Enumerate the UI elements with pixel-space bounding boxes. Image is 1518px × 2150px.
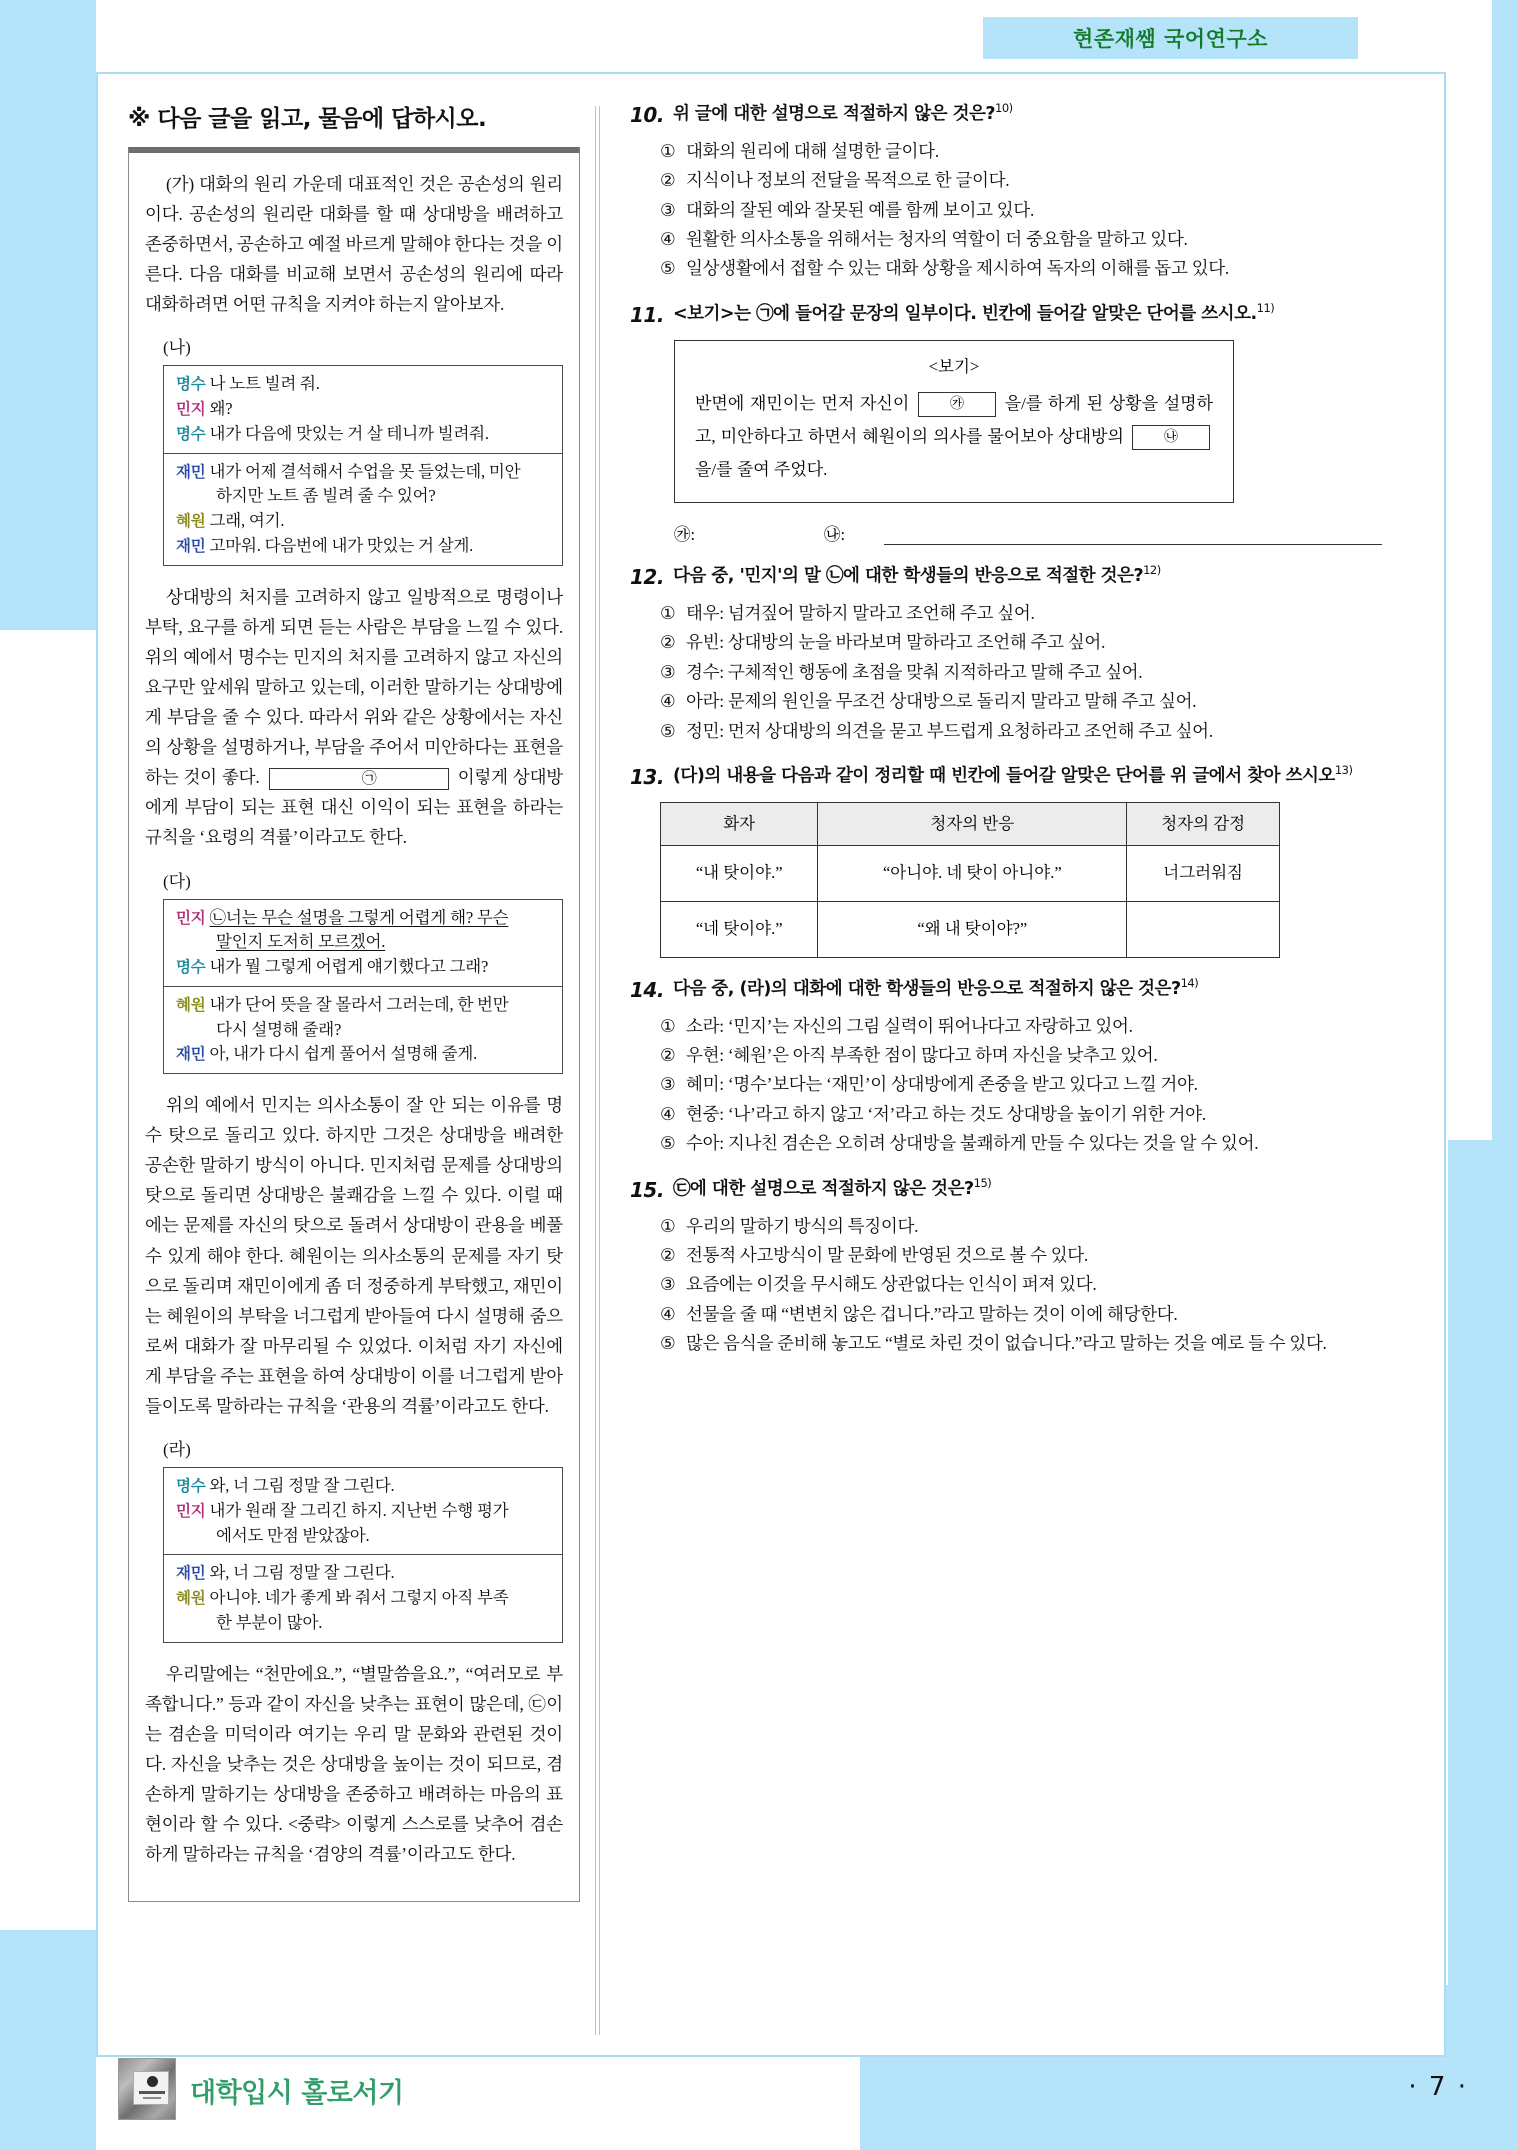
dialogue-speaker-name: 민지 — [176, 908, 206, 927]
question-number: 12. — [630, 565, 664, 590]
option-item[interactable] — [660, 225, 1382, 253]
option-number-icon: ④ — [660, 1303, 676, 1324]
table-row — [661, 845, 1280, 901]
bogi-body — [695, 387, 1213, 486]
option-number-icon: ① — [660, 603, 676, 624]
table-header-cell: 화자 — [661, 802, 818, 845]
dialogue-speaker-name: 재민 — [176, 1564, 206, 1583]
bogi-text-part2: 을/를 하게 된 상황을 설명하고, 미안하다고 하면서 혜원이의 의사를 물어보아 상대방의 — [695, 393, 1213, 446]
option-list — [660, 137, 1382, 283]
dialogue-line — [176, 930, 552, 955]
option-item[interactable] — [660, 254, 1382, 282]
dialogue-line-text: 내가 다음에 맛있는 거 살 테니까 빌려줘. — [209, 423, 489, 443]
dialogue-line-text: 와, 너 그림 정말 잘 그린다. — [209, 1563, 395, 1583]
dialogue-line — [176, 1586, 552, 1611]
dialogue-line-text: 아, 내가 다시 쉽게 풀어서 설명해 줄게. — [209, 1044, 478, 1064]
question-block — [630, 100, 1382, 283]
dialogue-speaker-name: 재민 — [176, 1045, 206, 1064]
question-number: 15. — [630, 1177, 664, 1202]
table-cell: “네 탓이야.” — [661, 901, 818, 957]
option-text: 아라: 문제의 원인을 무조건 상대방으로 돌리지 말라고 말해 주고 싶어. — [686, 691, 1197, 712]
dialogue-box-ra — [163, 1467, 563, 1643]
option-item[interactable] — [660, 1241, 1382, 1269]
dialogue-box-da — [163, 899, 563, 1075]
option-number-icon: ⑤ — [660, 1133, 676, 1154]
table-cell: “내 탓이야.” — [661, 845, 818, 901]
dialogue-speaker-name: 민지 — [176, 1501, 206, 1520]
option-number-icon: ① — [660, 1215, 676, 1236]
dialogue-line-text: 내가 단어 뜻을 잘 몰라서 그러는데, 한 번만 — [209, 994, 509, 1014]
header-brand-label: 현존재쌤 국어연구소 — [1073, 27, 1268, 51]
option-item[interactable] — [660, 1212, 1382, 1240]
right-column — [606, 74, 1418, 2055]
table-cell[interactable] — [1127, 901, 1280, 957]
option-item[interactable] — [660, 1329, 1382, 1357]
table-cell: “아니야. 네 탓이 아니야.” — [818, 845, 1127, 901]
option-item[interactable] — [660, 1070, 1382, 1098]
option-item[interactable] — [660, 628, 1382, 656]
option-text: 대화의 원리에 대해 설명한 글이다. — [686, 141, 939, 161]
question-block — [630, 1175, 1382, 1358]
question-text: <보기>는 ㉠에 들어갈 문장의 일부이다. 빈칸에 들어갈 알맞은 단어를 쓰시오.$^{11)}$ — [672, 300, 1275, 324]
option-item[interactable] — [660, 1041, 1382, 1069]
dialogue-line — [176, 955, 552, 980]
passage-label-na: (나) — [163, 338, 191, 358]
dialogue-line-text: 그래, 여기. — [209, 511, 285, 531]
option-text: 태우: 넘겨짚어 말하지 말라고 조언해 주고 싶어. — [686, 603, 1035, 624]
dialogue-line-text: 다시 설명해 줄래? — [216, 1019, 342, 1039]
dialogue-line — [176, 1018, 552, 1043]
dialogue-line-text: 하지만 노트 좀 빌려 줄 수 있어? — [216, 486, 436, 506]
dialogue-group — [164, 986, 562, 1073]
dialogue-line-text: 내가 원래 잘 그리긴 하지. 지난번 수행 평가 — [209, 1500, 509, 1520]
dialogue-box-na — [163, 365, 563, 565]
question-number: 14. — [630, 977, 664, 1002]
option-text: 정민: 먼저 상대방의 의견을 묻고 부드럽게 요청하라고 조언해 주고 싶어. — [686, 720, 1213, 741]
option-number-icon: ④ — [660, 1103, 676, 1124]
option-number-icon: ① — [660, 1015, 676, 1036]
question-heading — [630, 1175, 1382, 1205]
blank-marker-box: ㉠ — [269, 768, 449, 790]
dialogue-line-text: 아니야. 네가 좋게 봐 줘서 그렇지 아직 부족 — [209, 1588, 509, 1608]
page-title: ※ 다음 글을 읽고, 물음에 답하시오. — [128, 106, 487, 132]
table-row — [661, 901, 1280, 957]
bogi-wrapper — [674, 340, 1382, 503]
question-block — [630, 562, 1382, 745]
option-number-icon: ⑤ — [660, 720, 676, 741]
dialogue-line — [176, 509, 552, 534]
question-text: 위 글에 대한 설명으로 적절하지 않은 것은?$^{10)}$ — [672, 101, 1013, 124]
question-heading — [630, 562, 1382, 592]
passage-paragraph-after-da: 위의 예에서 민지는 의사소통이 잘 안 되는 이유를 명수 탓으로 돌리고 있다. 하지만 그것은 상대방을 배려한 공손한 말하기 방식이 아니다. 민지처럼 문제를 상대방의 탓으로 돌리면 상대방은 불쾌감을 느낄 수 있다. 이럴 때에는 문제를 자신의 탓으로 돌려서 상대방이 관용을 베풀 수 있게 해야 한다. 혜원이는 의사소통의 문제를 자기 탓으로 돌리며 재민이에게 좀 더 정중하게 부탁했고, 재민이는 혜원이의 부탁을 너그럽게 받아들여 다시 설명해 줌으로써 대화가 잘 마무리될 수 있었다. 이처럼 자기 자신에게 부담을 주는 표현을 하여 상대방이 이를 너그럽게 받아들이도록 말하라는 규칙을 ‘관용의 격률’이라고도 한다. — [145, 1095, 563, 1416]
dialogue-group — [164, 1554, 562, 1641]
option-item[interactable] — [660, 1300, 1382, 1328]
passage-label-ra: (라) — [163, 1440, 191, 1460]
dialogue-line — [176, 372, 552, 397]
dialogue-line-text: 내가 어제 결석해서 수업을 못 들었는데, 미안 — [209, 461, 521, 481]
question-footnote-marker: 12) — [1143, 563, 1161, 578]
dialogue-line-text: 한 부분이 많아. — [216, 1612, 323, 1632]
header-brand-chip — [983, 17, 1358, 59]
option-text: 일상생활에서 접할 수 있는 대화 상황을 제시하여 독자의 이해를 돕고 있다. — [686, 258, 1229, 279]
question-number: 10. — [630, 103, 664, 127]
option-item[interactable] — [660, 137, 1382, 165]
dialogue-line — [176, 1524, 552, 1549]
passage-text-2: 이렇게 상대방에게 부담이 되는 표현 대신 이익이 되는 표현을 하라는 규칙을 ‘요령의 격률’이라고도 한다. — [145, 767, 563, 848]
answer-label-b: ㉯: — [824, 525, 846, 545]
dialogue-line-text: ㉡너는 무슨 설명을 그렇게 어렵게 해? 무슨 — [209, 907, 509, 927]
table-cell: “왜 내 탓이야?” — [818, 901, 1127, 957]
question-footnote-marker: 11) — [1256, 300, 1275, 315]
dialogue-speaker-name: 재민 — [176, 536, 206, 555]
table-cell: 너그러워짐 — [1127, 845, 1280, 901]
two-column-layout — [98, 74, 1444, 2055]
bogi-blank-b[interactable]: ㉯ — [1132, 425, 1210, 450]
option-number-icon: ③ — [660, 1074, 676, 1095]
dialogue-speaker-name: 명수 — [176, 958, 206, 977]
option-item[interactable] — [660, 196, 1382, 224]
dialogue-group — [164, 1468, 562, 1554]
option-text: 많은 음식을 준비해 놓고도 “별로 차린 것이 없습니다.”라고 말하는 것을 예로 들 수 있다. — [686, 1332, 1327, 1353]
question-heading — [630, 300, 1382, 330]
question-footnote-marker: 14) — [1180, 975, 1199, 990]
dialogue-speaker-name: 혜원 — [176, 1589, 206, 1608]
question-heading — [630, 975, 1382, 1005]
option-text: 요즘에는 이것을 무시해도 상관없다는 인식이 퍼져 있다. — [686, 1274, 1097, 1295]
option-number-icon: ② — [660, 632, 676, 653]
question-block — [630, 975, 1382, 1158]
passage-box — [128, 147, 580, 1902]
question-number: 11. — [630, 302, 664, 327]
option-item[interactable] — [660, 1270, 1382, 1298]
option-text: 유빈: 상대방의 눈을 바라보며 말하라고 조언해 주고 싶어. — [686, 632, 1106, 653]
option-item[interactable] — [660, 717, 1382, 745]
bogi-text-part3: 을/를 줄여 주었다. — [695, 460, 828, 479]
question-number: 13. — [630, 764, 664, 789]
option-text: 전통적 사고방식이 말 문화에 반영된 것으로 볼 수 있다. — [686, 1244, 1088, 1265]
dialogue-speaker-name: 명수 — [176, 424, 206, 443]
bogi-blank-a[interactable]: ㉮ — [918, 392, 996, 417]
passage-label-da: (다) — [163, 871, 191, 891]
table-header-row — [661, 802, 1280, 845]
left-column — [98, 74, 590, 2055]
option-item[interactable] — [660, 658, 1382, 686]
option-text: 원활한 의사소통을 위해서는 청자의 역할이 더 중요함을 말하고 있다. — [686, 229, 1188, 250]
dialogue-line — [176, 422, 552, 447]
bogi-box — [674, 340, 1234, 503]
dialogue-line — [176, 484, 552, 509]
answer-label-a: ㉮: — [674, 525, 696, 545]
dialogue-line — [176, 1042, 552, 1067]
dialogue-line — [176, 1561, 552, 1586]
bogi-title: <보기> — [928, 356, 980, 376]
dialogue-group — [164, 900, 562, 986]
dialogue-line — [176, 1499, 552, 1524]
dialogue-group — [164, 366, 562, 452]
option-item[interactable] — [660, 1012, 1382, 1040]
option-item[interactable] — [660, 166, 1382, 194]
worksheet-sheet — [96, 72, 1446, 2057]
dialogue-speaker-name: 혜원 — [176, 512, 206, 531]
dialogue-speaker-name: 명수 — [176, 1477, 206, 1496]
passage-paragraph-after-na-1 — [145, 582, 563, 853]
dialogue-speaker-name: 재민 — [176, 462, 206, 481]
option-text: 소라: ‘민지’는 자신의 그림 실력이 뛰어나다고 자랑하고 있어. — [686, 1015, 1133, 1036]
option-text: 경수: 구체적인 행동에 초점을 맞춰 지적하라고 말해 주고 싶어. — [686, 661, 1143, 682]
option-number-icon: ⑤ — [660, 258, 676, 279]
option-text: 현중: ‘나’라고 하지 않고 ‘저’라고 하는 것도 상대방을 높이기 위한 거야. — [686, 1103, 1206, 1124]
summary-table — [660, 802, 1280, 958]
footer-logo-image — [118, 2058, 176, 2120]
table-header-cell: 청자의 반응 — [818, 802, 1127, 845]
table-wrapper — [660, 802, 1382, 958]
question-heading — [630, 762, 1382, 792]
footer-brand-label: 대학입시 홀로서기 — [190, 2078, 404, 2109]
question-footnote-marker: 15) — [973, 1175, 992, 1190]
question-text: 다음 중, (라)의 대화에 대한 학생들의 반응으로 적절하지 않은 것은?$^{14)}$ — [672, 975, 1199, 999]
dialogue-line — [176, 1474, 552, 1499]
option-list — [660, 1212, 1382, 1358]
question-heading — [630, 100, 1382, 130]
option-item[interactable] — [660, 1100, 1382, 1128]
option-list — [660, 599, 1382, 745]
option-text: 수아: 지나친 겸손은 오히려 상대방을 불쾌하게 만들 수 있다는 것을 알 수 있어. — [686, 1133, 1259, 1154]
question-text: 다음 중, '민지'의 말 ㉡에 대한 학생들의 반응으로 적절한 것은?$^{12)}$ — [672, 563, 1161, 586]
option-item[interactable] — [660, 1129, 1382, 1157]
dialogue-line-text: 에서도 만점 받았잖아. — [216, 1525, 370, 1545]
dialogue-speaker-name: 명수 — [176, 375, 206, 394]
passage-paragraph-final: 우리말에는 “천만에요.”, “별말씀을요.”, “여러모로 부족합니다.” 등과 같이 자신을 낮추는 표현이 많은데, ㉢이는 겸손을 미덕이라 여기는 우리 말 문화와 관련된 것이다. 자신을 낮추는 것은 상대방을 높이는 것이 되므로, 겸손하게 말하기는 상대방을 존중하고 배려하는 마음의 표현이라 할 수 있다. <중략> 이렇게 스스로를 낮추어 겸손하게 말하라는 규칙을 ‘겸양의 격률’이라고도 한다. — [145, 1663, 563, 1865]
dialogue-line-text: 왜? — [209, 399, 233, 419]
option-number-icon: ④ — [660, 229, 676, 250]
option-number-icon: ③ — [660, 1274, 676, 1295]
answer-line-row — [674, 521, 1382, 545]
option-number-icon: ③ — [660, 199, 676, 220]
option-list — [660, 1012, 1382, 1158]
option-text: 선물을 줄 때 “변변치 않은 겁니다.”라고 말하는 것이 이에 해당한다. — [686, 1303, 1178, 1324]
question-block — [630, 762, 1382, 958]
option-text: 대화의 잘된 예와 잘못된 예를 함께 보이고 있다. — [686, 199, 1035, 220]
option-item[interactable] — [660, 687, 1382, 715]
option-number-icon: ⑤ — [660, 1332, 676, 1353]
option-number-icon: ② — [660, 1045, 676, 1066]
answer-write-rule[interactable] — [884, 531, 1382, 545]
question-footnote-marker: 10) — [995, 101, 1013, 115]
dialogue-line — [176, 1611, 552, 1636]
dialogue-line-text: 고마워. 다음번에 내가 맛있는 거 살게. — [209, 535, 474, 555]
question-text: ㉢에 대한 설명으로 적절하지 않은 것은?$^{15)}$ — [672, 1175, 992, 1199]
question-footnote-marker: 13) — [1334, 762, 1353, 777]
option-text: 우리의 말하기 방식의 특징이다. — [686, 1215, 919, 1236]
option-number-icon: ③ — [660, 661, 676, 682]
dialogue-line-text: 내가 뭘 그렇게 어렵게 얘기했다고 그래? — [209, 957, 489, 977]
dialogue-speaker-name: 혜원 — [176, 995, 206, 1014]
option-number-icon: ② — [660, 1244, 676, 1265]
passage-text-1: 상대방의 처지를 고려하지 않고 일방적으로 명령이나 부탁, 요구를 하게 되면 듣는 사람은 부담을 느낄 수 있다. 위의 예에서 명수는 민지의 처지를 고려하지 않고 자신의 요구만 앞세워 말하고 있는데, 이러한 말하기는 상대방에게 부담을 줄 수 있다. 따라서 위와 같은 상황에서는 자신의 상황을 설명하거나, 부담을 주어서 미안하다는 표현을 하는 것이 좋다. — [145, 586, 563, 788]
option-number-icon: ① — [660, 141, 676, 161]
question-block — [630, 300, 1382, 545]
question-text: (다)의 내용을 다음과 같이 정리할 때 빈칸에 들어갈 알맞은 단어를 위 글에서 찾아 쓰시오$^{13)}$ — [672, 762, 1353, 786]
page-number: · 7 · — [1408, 2072, 1468, 2102]
dialogue-line-text: 나 노트 빌려 줘. — [209, 374, 320, 394]
background-band-left-bottom — [0, 1930, 96, 2150]
dialogue-line — [176, 534, 552, 559]
dialogue-line-text: 와, 너 그림 정말 잘 그린다. — [209, 1476, 395, 1496]
dialogue-group — [164, 453, 562, 565]
option-text: 혜미: ‘명수’보다는 ‘재민’이 상대방에게 존중을 받고 있다고 느낄 거야. — [686, 1074, 1198, 1095]
dialogue-line — [176, 460, 552, 485]
column-divider — [590, 74, 606, 2055]
dialogue-line-text: 말인지 도저히 모르겠어. — [216, 932, 386, 952]
dialogue-line — [176, 397, 552, 422]
dialogue-speaker-name: 민지 — [176, 400, 206, 419]
option-item[interactable] — [660, 599, 1382, 627]
passage-paragraph-ga: (가) 대화의 원리 가운데 대표적인 것은 공손성의 원리이다. 공손성의 원리란 대화를 할 때 상대방을 배려하고 존중하면서, 공손하고 예절 바르게 말해야 한다는 것을 이른다. 다음 대화를 비교해 보면서 공손성의 원리에 따라 대화하려면 어떤 규칙을 지켜야 하는지 알아보자. — [145, 174, 563, 315]
dialogue-line — [176, 906, 552, 931]
option-number-icon: ④ — [660, 691, 676, 712]
option-text: 우현: ‘혜원’은 아직 부족한 점이 많다고 하며 자신을 낮추고 있어. — [686, 1045, 1158, 1066]
bogi-text-part1: 반면에 재민이는 먼저 자신이 — [695, 393, 915, 413]
dialogue-line — [176, 993, 552, 1018]
table-header-cell: 청자의 감정 — [1127, 802, 1280, 845]
option-text: 지식이나 정보의 전달을 목적으로 한 글이다. — [686, 170, 1010, 191]
option-number-icon: ② — [660, 170, 676, 191]
background-band-left-top — [0, 0, 96, 630]
